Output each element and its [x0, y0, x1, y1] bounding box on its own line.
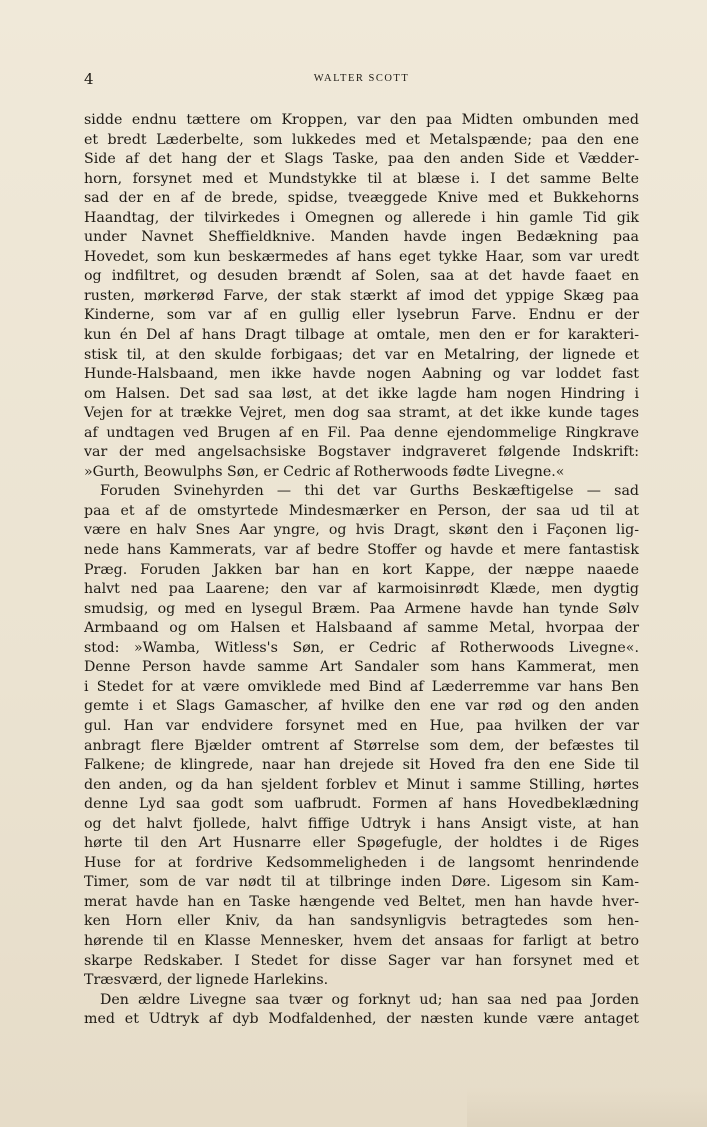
page-header	[84, 70, 639, 90]
text-line: sad der en af de brede, spidse, tveæggede Knive med et Bukkehorns	[84, 190, 639, 207]
page-edge-shadow	[467, 1087, 707, 1127]
text-line: stisk til, at den skulde forbigaas; det var en Metalring, der lignede et	[84, 346, 639, 363]
text-line: gemte i et Slags Gamascher, af hvilke den ene var rød og den anden	[84, 698, 639, 715]
text-line: denne Lyd saa godt som uafbrudt. Formen af hans Hovedbeklædning	[84, 796, 639, 813]
text-line: Vejen for at trække Vejret, men dog saa stramt, at det ikke kunde tages	[84, 405, 639, 422]
text-line: i Stedet for at være omviklede med Bind af Læderremme var hans Ben	[84, 678, 639, 695]
text-line: Hovedet, som kun beskærmedes af hans eget tykke Haar, som var uredt	[84, 248, 639, 265]
text-line: anbragt flere Bjælder omtrent af Størrelse som dem, der befæstes til	[84, 737, 639, 754]
text-line: et bredt Læderbelte, som lukkedes med et Metalspænde; paa den ene	[84, 131, 639, 148]
text-line: rusten, mørkerød Farve, der stak stærkt af imod det yppige Skæg paa	[84, 287, 639, 304]
text-line: stod: »Wamba, Witless's Søn, er Cedric af Rotherwoods Livegne«.	[84, 639, 639, 656]
text-line: merat havde han en Taske hængende ved Beltet, men han havde hver-	[84, 893, 639, 910]
text-line: horn, forsynet med et Mundstykke til at blæse i. I det samme Belte	[84, 170, 639, 187]
text-line: Timer, som de var nødt til at tilbringe inden Døre. Ligesom sin Kam-	[84, 874, 639, 891]
text-line: smudsig, og med en lysegul Bræm. Paa Armene havde han tynde Sølv	[84, 600, 639, 617]
text-line: hørende til en Klasse Mennesker, hvem det ansaas for farligt at betro	[84, 932, 639, 949]
text-line: under Navnet Sheffieldknive. Manden havde ingen Bedækning paa	[84, 229, 639, 246]
text-line: og indfiltret, og desuden brændt af Solen, saa at det havde faaet en	[84, 268, 639, 285]
text-line: Kinderne, som var af en gullig eller lysebrun Farve. Endnu er der	[84, 307, 639, 324]
page-number: 4	[84, 70, 94, 88]
text-line: Hunde-Halsbaand, men ikke havde nogen Aabning og var loddet fast	[84, 366, 639, 383]
text-line: nede hans Kammerats, var af bedre Stoffer og havde et mere fantastisk	[84, 542, 639, 559]
text-line: og det halvt fjollede, halvt fiffige Udtryk i hans Ansigt viste, at han	[84, 815, 639, 832]
text-line: paa et af de omstyrtede Mindesmærker en Person, der saa ud til at	[84, 502, 639, 519]
text-line: Denne Person havde samme Art Sandaler som hans Kammerat, men	[84, 659, 639, 676]
text-line: Falkene; de klingrede, naar han drejede sit Hoved fra den ene Side til	[84, 757, 639, 774]
text-line: om Halsen. Det sad saa løst, at det ikke lagde ham nogen Hindring i	[84, 385, 639, 402]
text-line: Træsværd, der lignede Harlekins.	[84, 972, 329, 989]
text-line: Den ældre Livegne saa tvær og forknyt ud; han saa ned paa Jorden	[100, 991, 639, 1008]
text-line: gul. Han var endvidere forsynet med en Hue, paa hvilken der var	[84, 717, 639, 734]
text-line: Foruden Svinehyrden — thi det var Gurths Beskæftigelse — sad	[100, 483, 639, 500]
text-line: var der med angelsachsiske Bogstaver indgraveret følgende Indskrift:	[84, 444, 639, 461]
text-line: ken Horn eller Kniv, da han sandsynligvis betragtedes som hen-	[84, 913, 639, 930]
running-title: WALTER SCOTT	[313, 73, 410, 84]
text-line: Side af det hang der et Slags Taske, paa den anden Side et Vædder-	[84, 151, 639, 168]
text-line: Huse for at fordrive Kedsommeligheden i de langsomt henrindende	[84, 854, 639, 871]
text-line: hørte til den Art Husnarre eller Spøgefugle, der holdtes i de Riges	[84, 835, 639, 852]
text-line: kun én Del af hans Dragt tilbage at omtale, men den er for karakteri-	[84, 327, 639, 344]
text-line: Haandtag, der tilvirkedes i Omegnen og allerede i hin gamle Tid gik	[84, 209, 639, 226]
text-line: halvt ned paa Laarene; den var af karmoisinrødt Klæde, men dygtig	[84, 581, 639, 598]
text-line: af undtagen ved Brugen af en Fil. Paa denne ejendommelige Ringkrave	[84, 424, 639, 441]
text-line: være en halv Snes Aar yngre, og hvis Dragt, skønt den i Façonen lig-	[84, 522, 639, 539]
text-line: den anden, og da han sjeldent forblev et Minut i samme Stilling, hørtes	[84, 776, 639, 793]
body-text	[84, 111, 639, 1030]
text-line: skarpe Redskaber. I Stedet for disse Sager var han forsynet med et	[84, 952, 639, 969]
text-line: »Gurth, Beowulphs Søn, er Cedric af Rotherwoods fødte Livegne.«	[84, 463, 565, 480]
text-line: sidde endnu tættere om Kroppen, var den paa Midten ombunden med	[84, 112, 639, 128]
text-line: Armbaand og om Halsen et Halsbaand af samme Metal, hvorpaa der	[84, 620, 639, 637]
text-line: med et Udtryk af dyb Modfaldenhed, der næsten kunde være antaget	[84, 1011, 639, 1028]
text-line: Præg. Foruden Jakken bar han en kort Kappe, der næppe naaede	[84, 561, 639, 578]
